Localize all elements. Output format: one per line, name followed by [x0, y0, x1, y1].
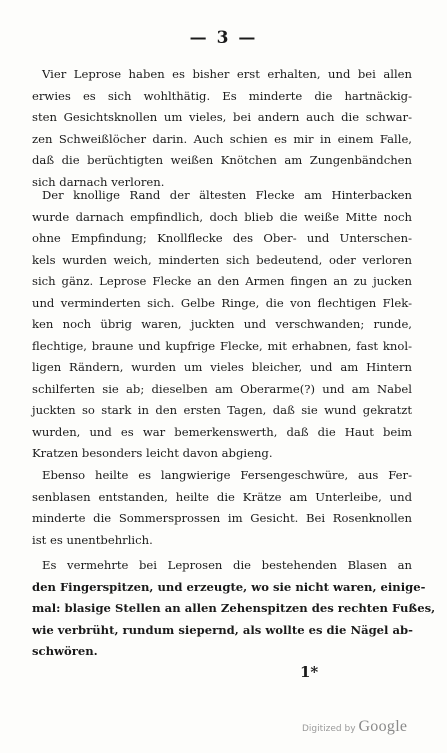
text-line: Vier Leprose haben es bisher erst erhalten, und bei allen — [42, 67, 412, 81]
text-line: flechtige, braune und kupfrige Flecke, mit erhabnen, fast knol- — [32, 338, 412, 353]
text-line: schilferten sie ab; dieselben am Oberarme(?) und am Nabel — [32, 381, 412, 396]
page-number: — 3 — — [189, 28, 258, 48]
text-line: sich gänz. Leprose Flecke an den Armen fingen an zu jucken — [32, 274, 412, 288]
text-line: den Fingerspitzen, und erzeugte, wo sie nicht waren, einige- — [32, 579, 426, 594]
text-line: senblasen entstanden, heilte die Krätze am Unterleibe, und — [32, 489, 412, 504]
text-line: Der knollige Rand der ältesten Flecke am Hinterbacken — [42, 188, 412, 202]
text-line: Kratzen besonders leicht davon abgieng. — [32, 446, 273, 460]
text-line: daß die berüchtigten weißen Knötchen am Zungenbändchen — [32, 153, 412, 167]
text-line: kels wurden weich, minderten sich bedeutend, oder verloren — [32, 252, 412, 267]
text-line: juckten so stark in den ersten Tagen, daß sie wund gekratzt — [32, 403, 412, 417]
text-line: wurden, und es war bemerkenswerth, daß die Haut beim — [32, 424, 412, 439]
digitized-prefix: Digitized by — [302, 724, 356, 734]
text-line: minderte die Sommersprossen im Gesicht. Bei Rosenknollen — [32, 511, 412, 525]
text-line: schwören. — [32, 644, 98, 658]
text-line: ist es unentbehrlich. — [32, 532, 153, 547]
paragraph-1 — [32, 64, 412, 193]
text-line: erwies es sich wohlthätig. Es minderte die hartnäckig- — [32, 88, 412, 103]
paragraph-3 — [32, 465, 412, 551]
text-line: zen Schweißlöcher darin. Auch schien es mir in einem Falle, — [32, 131, 412, 146]
text-line: und verminderten sich. Gelbe Ringe, die von flechtigen Flek- — [32, 295, 412, 310]
text-line: ligen Rändern, wurden um vieles bleicher, und am Hintern — [32, 360, 412, 374]
text-line: Es vermehrte bei Leprosen die bestehenden Blasen an — [42, 558, 412, 572]
text-line: wurde darnach empfindlich, doch blieb die weiße Mitte noch — [32, 209, 412, 224]
text-line: sten Gesichtsknollen um vieles, bei andern auch die schwar- — [32, 110, 412, 124]
paragraph-4 — [32, 555, 436, 663]
text-line: ohne Empfindung; Knollflecke des Ober- und Unterschen- — [32, 231, 412, 245]
text-line: mal: blasige Stellen an allen Zehenspitzen des rechten Fußes, — [32, 601, 436, 615]
digitized-watermark — [302, 718, 407, 736]
text-line: sich darnach verloren. — [32, 174, 165, 189]
paragraph-2 — [32, 185, 412, 465]
text-line: wie verbrüht, rundum siepernd, als wollte es die Nägel ab- — [32, 622, 413, 637]
text-line: Ebenso heilte es langwierige Fersengeschwüre, aus Fer- — [42, 468, 412, 482]
google-logo: Google — [358, 718, 408, 735]
signature-mark: 1* — [300, 663, 319, 681]
text-line: ken noch übrig waren, juckten und verschwanden; runde, — [32, 317, 412, 331]
